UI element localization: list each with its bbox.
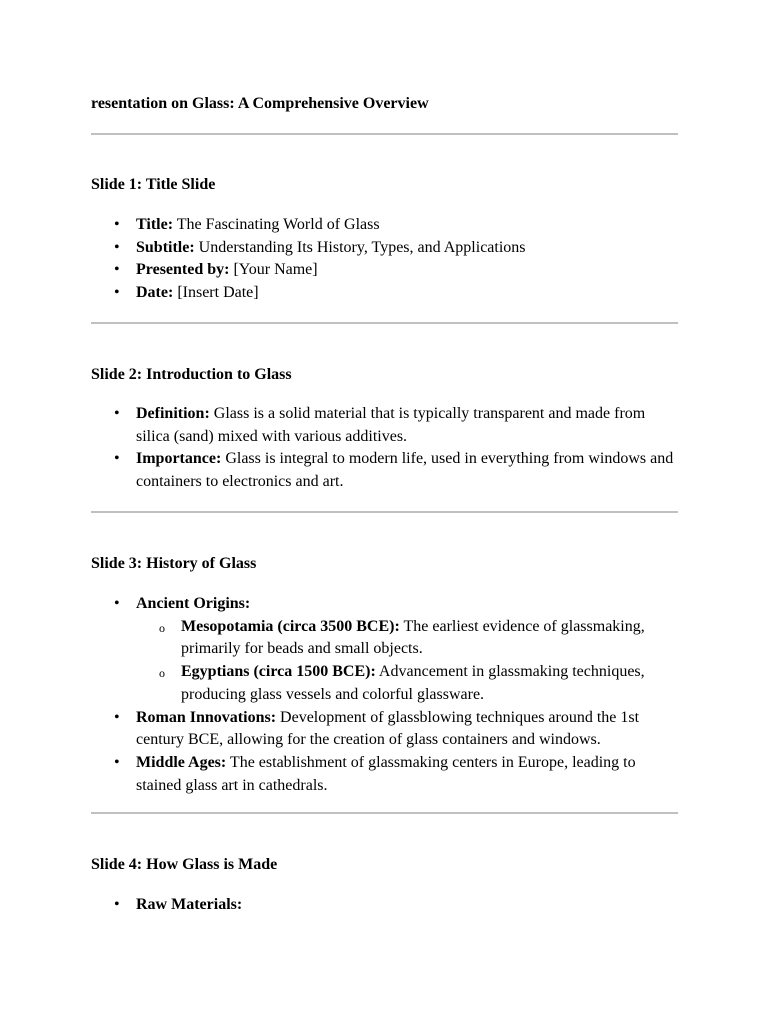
- bullet-icon: •: [114, 216, 120, 233]
- bullet-icon: •: [114, 261, 120, 279]
- bullet-icon: •: [114, 450, 120, 468]
- item-label: Date:: [136, 284, 174, 302]
- bullet-icon: •: [114, 708, 120, 726]
- item-label: Subtitle:: [136, 238, 195, 256]
- bullet-icon: •: [114, 595, 120, 612]
- slide-1-heading: Slide 1: Title Slide: [91, 176, 216, 193]
- sub-item-label: Mesopotamia (circa 3500 BCE):: [181, 617, 400, 635]
- list-item: [91, 214, 681, 237]
- slide-4-list: [91, 894, 681, 917]
- item-label: Title:: [136, 216, 174, 233]
- bullet-icon: •: [114, 896, 120, 913]
- item-label: Presented by:: [136, 261, 230, 279]
- slide-3-heading: Slide 3: History of Glass: [91, 555, 257, 572]
- sub-item-text: Advancement in glassmaking techniques, producing glass vessels and colorful glassware.: [181, 663, 645, 703]
- item-text: [Insert Date]: [173, 284, 259, 302]
- sub-item-label: Egyptians (circa 1500 BCE):: [181, 663, 376, 681]
- item-label: Roman Innovations:: [136, 708, 277, 726]
- item-label: Definition:: [136, 405, 210, 422]
- sub-list-item: [136, 616, 681, 661]
- bullet-icon: •: [114, 284, 120, 302]
- item-text: Glass is a solid material that is typically transparent and made from silica (sand) mixed with various additives.: [136, 405, 646, 445]
- document-title: resentation on Glass: A Comprehensive Overview: [91, 95, 429, 112]
- list-item: [91, 752, 681, 797]
- sub-list-item: [136, 661, 681, 706]
- list-item: [91, 282, 681, 305]
- slide-2-heading: Slide 2: Introduction to Glass: [91, 366, 292, 383]
- list-item: [91, 894, 681, 917]
- item-text: The establishment of glassmaking centers in Europe, leading to stained glass art in cathedrals.: [136, 753, 636, 794]
- item-text: Understanding Its History, Types, and Applications: [194, 238, 526, 256]
- divider: [91, 322, 678, 324]
- divider: [91, 812, 678, 814]
- bullet-icon: •: [114, 405, 120, 422]
- item-label: Middle Ages:: [136, 753, 227, 771]
- slide-4-heading: Slide 4: How Glass is Made: [91, 856, 278, 873]
- slide-1-list: [91, 214, 681, 305]
- circle-bullet-icon: o: [159, 666, 165, 681]
- list-item: [91, 259, 681, 282]
- item-label: Raw Materials:: [136, 896, 243, 913]
- divider: [91, 511, 678, 513]
- circle-bullet-icon: o: [159, 620, 165, 635]
- item-text: [Your Name]: [229, 261, 318, 279]
- list-item: [91, 448, 681, 493]
- item-text: Glass is integral to modern life, used in everything from windows and containers to electronics and art.: [136, 450, 674, 491]
- sub-item-text: The earliest evidence of glassmaking, primarily for beads and small objects.: [181, 617, 645, 658]
- divider: [91, 133, 678, 135]
- list-item: [91, 237, 681, 260]
- list-item: [91, 593, 681, 707]
- list-item: [91, 707, 681, 752]
- slide-3-list: [91, 593, 681, 797]
- item-label: Ancient Origins:: [136, 595, 251, 612]
- slide-2-list: [91, 403, 681, 494]
- bullet-icon: •: [114, 238, 120, 256]
- bullet-icon: •: [114, 753, 120, 771]
- list-item: [91, 403, 681, 448]
- item-text: Development of glassblowing techniques around the 1st century BCE, allowing for the creation of glass containers and windows.: [136, 708, 640, 749]
- sub-list: [136, 616, 681, 707]
- item-text: The Fascinating World of Glass: [173, 216, 380, 233]
- item-label: Importance:: [136, 450, 222, 468]
